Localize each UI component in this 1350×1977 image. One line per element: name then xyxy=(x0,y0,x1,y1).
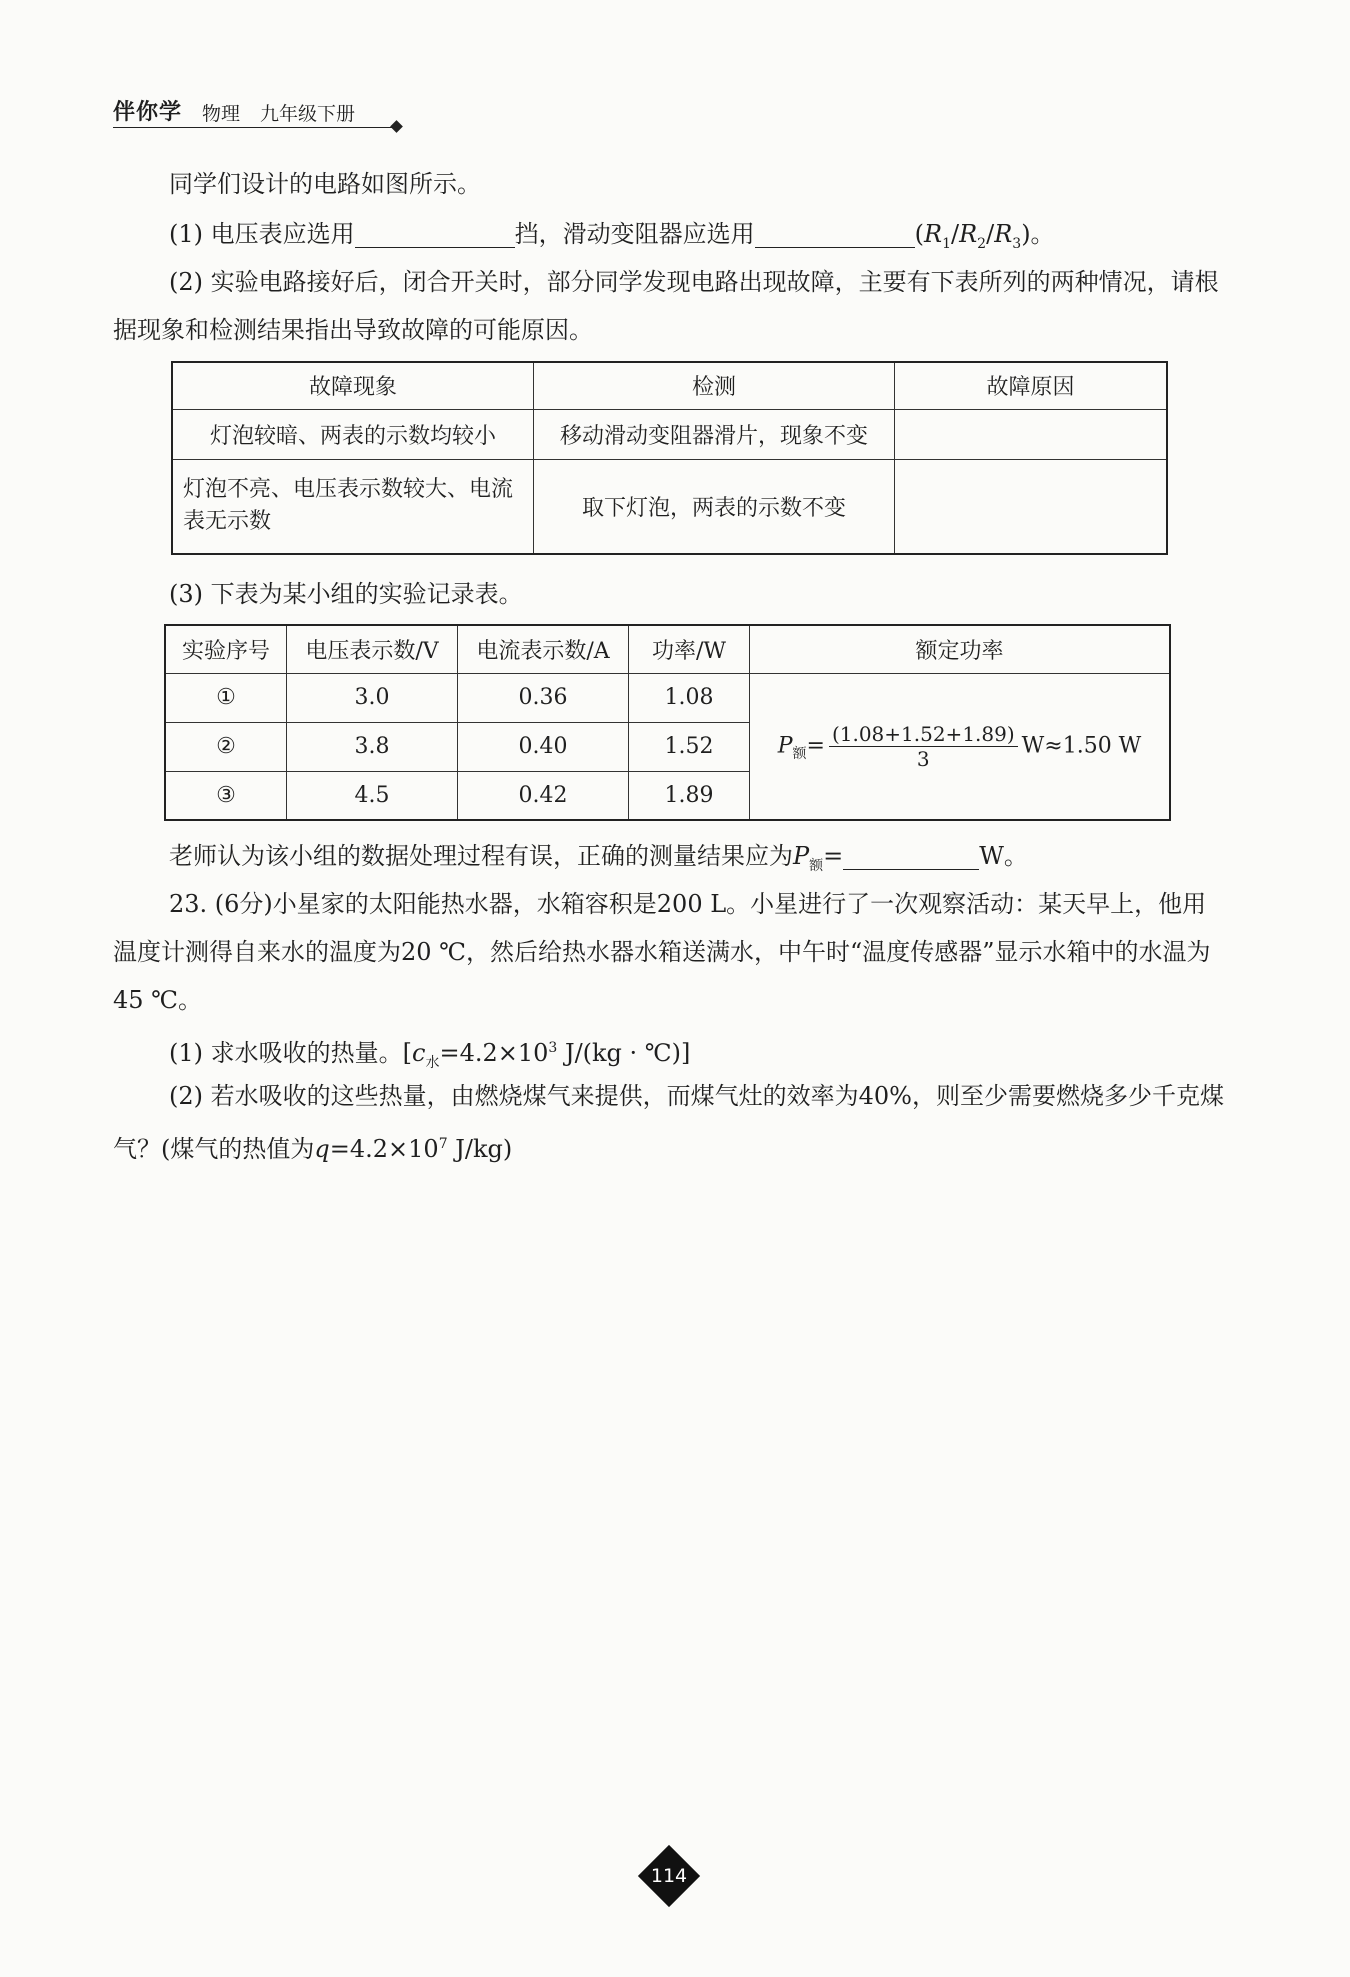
record-cell: 1.89 xyxy=(629,771,750,820)
question-23-part-2 xyxy=(113,1072,1228,1173)
record-cell: 3.8 xyxy=(287,722,458,771)
equals-sign: = xyxy=(806,733,825,759)
unit-text: W。 xyxy=(979,842,1028,870)
c-subscript: 水 xyxy=(425,1054,440,1071)
question-23: 23. (6分)小星家的太阳能热水器，水箱容积是200 L。小星进行了一次观察活动：某天早上，他用温度计测得自来水的温度为20 ℃，然后给热水器水箱送满水，中午时“温度传感器”显示水箱中的水温为45 ℃。 xyxy=(113,890,1211,1014)
answer-blank-rheostat[interactable] xyxy=(755,217,915,248)
q-value: =4.2×10 xyxy=(329,1135,439,1163)
record-cell: 0.42 xyxy=(458,771,629,820)
p-symbol: P xyxy=(793,842,810,870)
question-1: (1) 电压表应选用 挡，滑动变阻器应选用 $(R_1/R_2/R_3)$。 xyxy=(113,210,1228,268)
c-value: =4.2×10 xyxy=(439,1039,549,1067)
fraction-denominator: 3 xyxy=(916,746,930,771)
r3-symbol: R xyxy=(994,220,1013,248)
record-header-current: 电流表示数/A xyxy=(458,625,629,673)
c-exponent: 3 xyxy=(548,1040,558,1056)
fault-table-header-row xyxy=(172,362,1167,409)
r1-subscript: 1 xyxy=(942,235,951,252)
q-exponent: 7 xyxy=(438,1136,448,1152)
c-symbol: c xyxy=(412,1039,426,1067)
p-subscript: 额 xyxy=(792,745,807,762)
fault-cause-answer[interactable] xyxy=(895,409,1168,459)
record-cell: 1.52 xyxy=(629,722,750,771)
c-unit: J/(kg · ℃)] xyxy=(557,1039,691,1067)
equals-sign: = xyxy=(823,842,844,870)
q1-paren-open: ( xyxy=(914,220,924,248)
q1-paren-close: )。 xyxy=(1021,220,1055,248)
record-header-index: 实验序号 xyxy=(165,625,287,673)
q1-mid: 挡，滑动变阻器应选用 xyxy=(514,220,755,248)
record-cell: 0.40 xyxy=(458,722,629,771)
p-symbol: P xyxy=(777,733,793,759)
r1-symbol: R xyxy=(924,220,943,248)
q1-prefix: (1) 电压表应选用 xyxy=(169,220,355,248)
q-unit: J/kg) xyxy=(447,1135,513,1163)
record-cell: 3.0 xyxy=(287,673,458,722)
record-table xyxy=(164,624,1171,821)
fault-cell: 灯泡不亮、电压表示数较大、电流表无示数 xyxy=(172,459,534,554)
fault-header-phenomenon: 故障现象 xyxy=(172,362,534,409)
teacher-text: 老师认为该小组的数据处理过程有误，正确的测量结果应为 xyxy=(169,842,793,870)
record-cell: ③ xyxy=(165,771,287,820)
intro-text: 同学们设计的电路如图所示。 xyxy=(169,170,481,198)
fault-cell: 取下灯泡，两表的示数不变 xyxy=(534,459,895,554)
record-cell: ① xyxy=(165,673,287,722)
formula-result: W≈1.50 W xyxy=(1021,733,1142,759)
record-header-power: 功率/W xyxy=(629,625,750,673)
running-header xyxy=(113,96,355,126)
header-rule xyxy=(113,127,393,128)
grade-name: 九年级下册 xyxy=(260,103,356,125)
subject-name: 物理 xyxy=(202,103,241,125)
fault-cause-answer[interactable] xyxy=(895,459,1168,554)
brand-name: 伴你学 xyxy=(113,100,183,125)
q23-2-text: (2) 若水吸收的这些热量，由燃烧煤气来提供，而煤气灶的效率为40%，则至少需要燃烧多少千克煤气？(煤气的热值为 xyxy=(113,1082,1224,1163)
fraction-numerator: (1.08+1.52+1.89) xyxy=(829,722,1018,747)
fraction xyxy=(829,722,1018,771)
fault-cell: 灯泡较暗、两表的示数均较小 xyxy=(172,409,534,459)
record-header-voltage: 电压表示数/V xyxy=(287,625,458,673)
fault-header-cause: 故障原因 xyxy=(895,362,1168,409)
r3-subscript: 3 xyxy=(1012,235,1022,252)
r2-symbol: R xyxy=(959,220,978,248)
record-header-rated-power: 额定功率 xyxy=(750,625,1171,673)
q23-1-text: (1) 求水吸收的热量。[ xyxy=(169,1039,412,1067)
q-symbol: q xyxy=(314,1135,330,1163)
record-table-header-row xyxy=(165,625,1170,673)
record-cell: 1.08 xyxy=(629,673,750,722)
fault-table xyxy=(171,361,1168,555)
fault-cell: 移动滑动变阻器滑片，现象不变 xyxy=(534,409,895,459)
question-3: (3) 下表为某小组的实验记录表。 xyxy=(169,580,523,608)
r2-subscript: 2 xyxy=(977,235,987,252)
fault-header-detection: 检测 xyxy=(534,362,895,409)
record-cell: 0.36 xyxy=(458,673,629,722)
record-cell: 4.5 xyxy=(287,771,458,820)
question-2: (2) 实验电路接好后，闭合开关时，部分同学发现电路出现故障，主要有下表所列的两种情况，请根据现象和检测结果指出导致故障的可能原因。 xyxy=(113,268,1219,344)
table-row xyxy=(172,459,1167,554)
p-subscript: 额 xyxy=(809,857,824,874)
page-number: 114 xyxy=(650,1865,688,1887)
table-row xyxy=(165,673,1170,722)
table-row xyxy=(172,409,1167,459)
record-cell: ② xyxy=(165,722,287,771)
rated-power-formula xyxy=(750,673,1171,820)
diamond-icon xyxy=(390,120,403,133)
answer-blank-voltmeter-range[interactable] xyxy=(355,217,515,248)
answer-blank-rated-power[interactable] xyxy=(843,839,979,870)
